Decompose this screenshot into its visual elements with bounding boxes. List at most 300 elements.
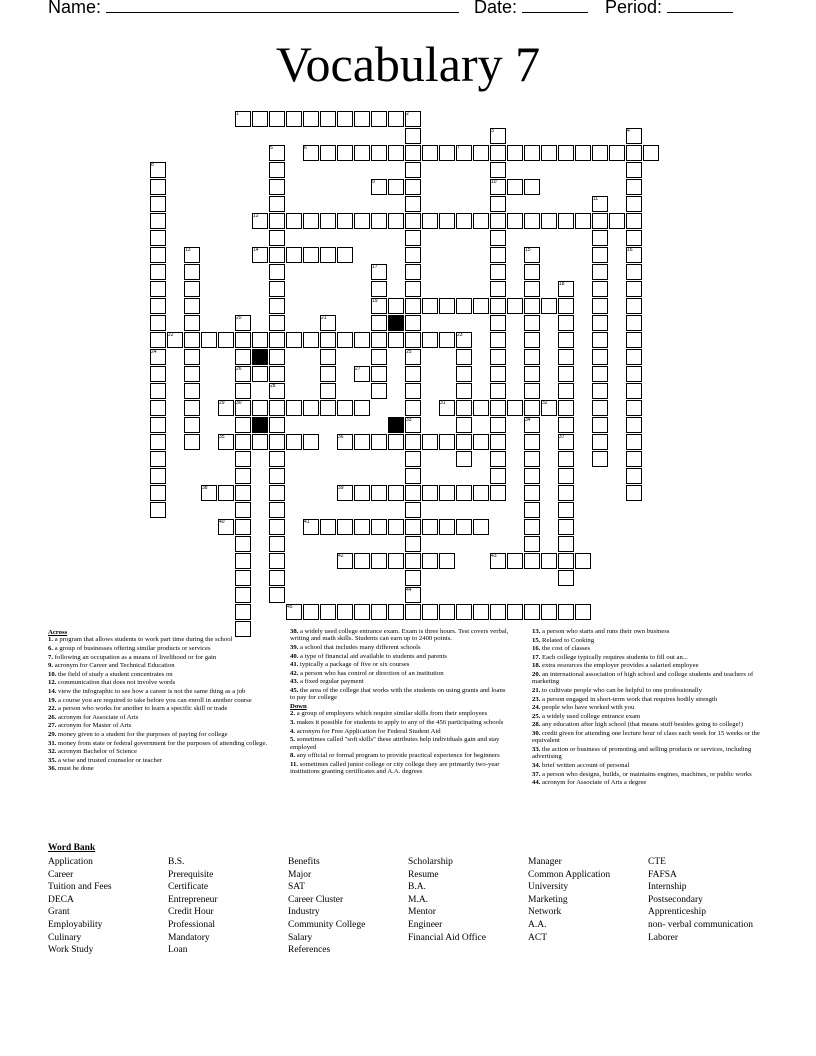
grid-cell[interactable] bbox=[456, 383, 472, 399]
grid-cell[interactable] bbox=[490, 366, 506, 382]
grid-cell[interactable] bbox=[405, 230, 421, 246]
grid-cell[interactable] bbox=[524, 451, 540, 467]
grid-cell[interactable] bbox=[269, 570, 285, 586]
grid-cell[interactable] bbox=[269, 111, 285, 127]
grid-cell[interactable] bbox=[405, 315, 421, 331]
grid-cell[interactable] bbox=[439, 519, 455, 535]
grid-cell[interactable] bbox=[184, 434, 200, 450]
grid-cell[interactable] bbox=[558, 604, 574, 620]
grid-cell[interactable] bbox=[507, 298, 523, 314]
grid-cell[interactable] bbox=[320, 383, 336, 399]
grid-cell[interactable] bbox=[541, 145, 557, 161]
grid-cell[interactable] bbox=[422, 553, 438, 569]
grid-cell[interactable] bbox=[354, 604, 370, 620]
grid-cell[interactable] bbox=[320, 145, 336, 161]
grid-cell[interactable] bbox=[269, 179, 285, 195]
grid-cell[interactable] bbox=[524, 349, 540, 365]
grid-cell[interactable] bbox=[371, 315, 387, 331]
grid-cell[interactable] bbox=[371, 434, 387, 450]
grid-cell[interactable] bbox=[388, 332, 404, 348]
grid-cell[interactable] bbox=[626, 451, 642, 467]
grid-cell[interactable] bbox=[473, 519, 489, 535]
grid-cell[interactable] bbox=[405, 366, 421, 382]
grid-cell[interactable] bbox=[371, 332, 387, 348]
grid-cell[interactable] bbox=[371, 111, 387, 127]
grid-cell[interactable] bbox=[626, 298, 642, 314]
grid-cell[interactable] bbox=[558, 315, 574, 331]
grid-cell[interactable] bbox=[405, 536, 421, 552]
grid-cell[interactable] bbox=[507, 604, 523, 620]
grid-cell[interactable] bbox=[320, 349, 336, 365]
grid-cell[interactable] bbox=[388, 111, 404, 127]
grid-cell[interactable] bbox=[184, 315, 200, 331]
grid-cell[interactable] bbox=[286, 213, 302, 229]
grid-cell[interactable] bbox=[269, 451, 285, 467]
grid-cell[interactable] bbox=[269, 468, 285, 484]
grid-cell[interactable] bbox=[507, 213, 523, 229]
grid-cell[interactable] bbox=[456, 298, 472, 314]
grid-cell[interactable] bbox=[592, 400, 608, 416]
grid-cell[interactable] bbox=[490, 332, 506, 348]
grid-cell[interactable] bbox=[269, 196, 285, 212]
grid-cell[interactable] bbox=[592, 332, 608, 348]
grid-cell[interactable] bbox=[405, 213, 421, 229]
grid-cell[interactable] bbox=[388, 298, 404, 314]
grid-cell[interactable] bbox=[490, 247, 506, 263]
grid-cell[interactable] bbox=[490, 604, 506, 620]
grid-cell[interactable] bbox=[150, 400, 166, 416]
grid-cell[interactable] bbox=[184, 298, 200, 314]
grid-cell[interactable] bbox=[524, 179, 540, 195]
grid-cell[interactable] bbox=[150, 298, 166, 314]
grid-cell[interactable] bbox=[490, 264, 506, 280]
grid-cell[interactable] bbox=[490, 281, 506, 297]
grid-cell[interactable] bbox=[592, 230, 608, 246]
grid-cell[interactable] bbox=[150, 264, 166, 280]
grid-cell[interactable] bbox=[592, 247, 608, 263]
grid-cell[interactable] bbox=[150, 281, 166, 297]
grid-cell[interactable] bbox=[473, 604, 489, 620]
grid-cell[interactable] bbox=[439, 485, 455, 501]
grid-cell[interactable] bbox=[490, 485, 506, 501]
grid-cell[interactable] bbox=[303, 400, 319, 416]
grid-cell[interactable] bbox=[303, 332, 319, 348]
grid-cell[interactable] bbox=[235, 587, 251, 603]
grid-cell[interactable] bbox=[626, 179, 642, 195]
grid-cell[interactable] bbox=[235, 485, 251, 501]
grid-cell[interactable] bbox=[371, 366, 387, 382]
grid-cell[interactable] bbox=[558, 468, 574, 484]
grid-cell[interactable] bbox=[405, 485, 421, 501]
grid-cell[interactable] bbox=[473, 145, 489, 161]
grid-cell[interactable] bbox=[439, 553, 455, 569]
grid-cell[interactable] bbox=[558, 519, 574, 535]
grid-cell[interactable] bbox=[269, 315, 285, 331]
grid-cell[interactable] bbox=[626, 315, 642, 331]
grid-cell[interactable] bbox=[150, 332, 166, 348]
grid-cell[interactable] bbox=[626, 468, 642, 484]
grid-cell[interactable] bbox=[490, 213, 506, 229]
grid-cell[interactable] bbox=[150, 247, 166, 263]
grid-cell[interactable] bbox=[184, 400, 200, 416]
grid-cell[interactable] bbox=[388, 604, 404, 620]
grid-cell[interactable] bbox=[592, 145, 608, 161]
grid-cell[interactable] bbox=[626, 485, 642, 501]
grid-cell[interactable] bbox=[235, 434, 251, 450]
grid-cell[interactable] bbox=[626, 230, 642, 246]
grid-cell[interactable] bbox=[337, 213, 353, 229]
grid-cell[interactable] bbox=[269, 281, 285, 297]
grid-cell[interactable] bbox=[269, 247, 285, 263]
grid-cell[interactable] bbox=[490, 196, 506, 212]
grid-cell[interactable] bbox=[184, 349, 200, 365]
grid-cell[interactable] bbox=[405, 298, 421, 314]
grid-cell[interactable] bbox=[558, 400, 574, 416]
grid-cell[interactable] bbox=[592, 298, 608, 314]
grid-cell[interactable] bbox=[235, 332, 251, 348]
grid-cell[interactable] bbox=[490, 417, 506, 433]
grid-cell[interactable] bbox=[473, 213, 489, 229]
grid-cell[interactable] bbox=[405, 247, 421, 263]
grid-cell[interactable] bbox=[592, 281, 608, 297]
grid-cell[interactable] bbox=[524, 604, 540, 620]
grid-cell[interactable] bbox=[575, 604, 591, 620]
grid-cell[interactable] bbox=[269, 485, 285, 501]
grid-cell[interactable] bbox=[354, 485, 370, 501]
grid-cell[interactable] bbox=[507, 145, 523, 161]
grid-cell[interactable] bbox=[524, 213, 540, 229]
grid-cell[interactable] bbox=[405, 128, 421, 144]
grid-cell[interactable] bbox=[524, 519, 540, 535]
grid-cell[interactable] bbox=[405, 281, 421, 297]
grid-cell[interactable] bbox=[371, 519, 387, 535]
grid-cell[interactable] bbox=[473, 400, 489, 416]
grid-cell[interactable] bbox=[541, 213, 557, 229]
grid-cell[interactable] bbox=[235, 451, 251, 467]
grid-cell[interactable] bbox=[405, 162, 421, 178]
grid-cell[interactable] bbox=[405, 145, 421, 161]
grid-cell[interactable] bbox=[609, 213, 625, 229]
grid-cell[interactable] bbox=[150, 485, 166, 501]
grid-cell[interactable] bbox=[201, 332, 217, 348]
grid-cell[interactable] bbox=[218, 332, 234, 348]
grid-cell[interactable] bbox=[303, 247, 319, 263]
grid-cell[interactable] bbox=[558, 349, 574, 365]
grid-cell[interactable] bbox=[235, 468, 251, 484]
grid-cell[interactable] bbox=[371, 604, 387, 620]
grid-cell[interactable] bbox=[490, 434, 506, 450]
grid-cell[interactable] bbox=[456, 451, 472, 467]
grid-cell[interactable] bbox=[184, 281, 200, 297]
grid-cell[interactable] bbox=[456, 366, 472, 382]
grid-cell[interactable] bbox=[184, 417, 200, 433]
grid-cell[interactable] bbox=[558, 485, 574, 501]
grid-cell[interactable] bbox=[150, 434, 166, 450]
grid-cell[interactable] bbox=[524, 332, 540, 348]
grid-cell[interactable] bbox=[422, 519, 438, 535]
grid-cell[interactable] bbox=[422, 434, 438, 450]
grid-cell[interactable] bbox=[252, 400, 268, 416]
grid-cell[interactable] bbox=[269, 349, 285, 365]
grid-cell[interactable] bbox=[286, 434, 302, 450]
grid-cell[interactable] bbox=[303, 604, 319, 620]
grid-cell[interactable] bbox=[388, 485, 404, 501]
grid-cell[interactable] bbox=[269, 332, 285, 348]
grid-cell[interactable] bbox=[643, 145, 659, 161]
grid-cell[interactable] bbox=[490, 468, 506, 484]
grid-cell[interactable] bbox=[524, 502, 540, 518]
grid-cell[interactable] bbox=[524, 298, 540, 314]
grid-cell[interactable] bbox=[558, 553, 574, 569]
grid-cell[interactable] bbox=[592, 451, 608, 467]
grid-cell[interactable] bbox=[405, 383, 421, 399]
grid-cell[interactable] bbox=[456, 213, 472, 229]
grid-cell[interactable] bbox=[524, 383, 540, 399]
grid-cell[interactable] bbox=[592, 264, 608, 280]
grid-cell[interactable] bbox=[320, 111, 336, 127]
grid-cell[interactable] bbox=[150, 383, 166, 399]
grid-cell[interactable] bbox=[507, 553, 523, 569]
grid-cell[interactable] bbox=[320, 366, 336, 382]
grid-cell[interactable] bbox=[235, 349, 251, 365]
grid-cell[interactable] bbox=[235, 502, 251, 518]
grid-cell[interactable] bbox=[524, 536, 540, 552]
grid-cell[interactable] bbox=[473, 434, 489, 450]
grid-cell[interactable] bbox=[626, 196, 642, 212]
grid-cell[interactable] bbox=[541, 298, 557, 314]
grid-cell[interactable] bbox=[456, 400, 472, 416]
grid-cell[interactable] bbox=[524, 315, 540, 331]
grid-cell[interactable] bbox=[371, 553, 387, 569]
grid-cell[interactable] bbox=[524, 553, 540, 569]
grid-cell[interactable] bbox=[558, 213, 574, 229]
grid-cell[interactable] bbox=[524, 434, 540, 450]
grid-cell[interactable] bbox=[269, 230, 285, 246]
grid-cell[interactable] bbox=[269, 587, 285, 603]
grid-cell[interactable] bbox=[252, 434, 268, 450]
grid-cell[interactable] bbox=[405, 553, 421, 569]
grid-cell[interactable] bbox=[286, 111, 302, 127]
grid-cell[interactable] bbox=[405, 519, 421, 535]
grid-cell[interactable] bbox=[422, 213, 438, 229]
grid-cell[interactable] bbox=[337, 111, 353, 127]
grid-cell[interactable] bbox=[235, 553, 251, 569]
grid-cell[interactable] bbox=[422, 145, 438, 161]
grid-cell[interactable] bbox=[269, 162, 285, 178]
grid-cell[interactable] bbox=[269, 536, 285, 552]
grid-cell[interactable] bbox=[439, 332, 455, 348]
grid-cell[interactable] bbox=[456, 349, 472, 365]
grid-cell[interactable] bbox=[592, 315, 608, 331]
grid-cell[interactable] bbox=[456, 485, 472, 501]
grid-cell[interactable] bbox=[439, 604, 455, 620]
grid-cell[interactable] bbox=[490, 451, 506, 467]
grid-cell[interactable] bbox=[626, 264, 642, 280]
grid-cell[interactable] bbox=[626, 332, 642, 348]
grid-cell[interactable] bbox=[473, 298, 489, 314]
grid-cell[interactable] bbox=[405, 179, 421, 195]
grid-cell[interactable] bbox=[524, 366, 540, 382]
grid-cell[interactable] bbox=[405, 570, 421, 586]
grid-cell[interactable] bbox=[558, 298, 574, 314]
grid-cell[interactable] bbox=[575, 213, 591, 229]
grid-cell[interactable] bbox=[337, 145, 353, 161]
grid-cell[interactable] bbox=[456, 519, 472, 535]
grid-cell[interactable] bbox=[405, 196, 421, 212]
grid-cell[interactable] bbox=[558, 502, 574, 518]
grid-cell[interactable] bbox=[558, 383, 574, 399]
grid-cell[interactable] bbox=[626, 417, 642, 433]
grid-cell[interactable] bbox=[405, 264, 421, 280]
grid-cell[interactable] bbox=[252, 366, 268, 382]
grid-cell[interactable] bbox=[558, 366, 574, 382]
grid-cell[interactable] bbox=[354, 519, 370, 535]
grid-cell[interactable] bbox=[439, 434, 455, 450]
grid-cell[interactable] bbox=[320, 332, 336, 348]
grid-cell[interactable] bbox=[490, 349, 506, 365]
grid-cell[interactable] bbox=[388, 145, 404, 161]
grid-cell[interactable] bbox=[150, 230, 166, 246]
grid-cell[interactable] bbox=[558, 570, 574, 586]
grid-cell[interactable] bbox=[490, 162, 506, 178]
grid-cell[interactable] bbox=[269, 553, 285, 569]
grid-cell[interactable] bbox=[286, 400, 302, 416]
grid-cell[interactable] bbox=[320, 247, 336, 263]
grid-cell[interactable] bbox=[626, 145, 642, 161]
grid-cell[interactable] bbox=[150, 315, 166, 331]
grid-cell[interactable] bbox=[456, 434, 472, 450]
grid-cell[interactable] bbox=[184, 366, 200, 382]
grid-cell[interactable] bbox=[269, 213, 285, 229]
grid-cell[interactable] bbox=[354, 111, 370, 127]
grid-cell[interactable] bbox=[490, 315, 506, 331]
grid-cell[interactable] bbox=[303, 213, 319, 229]
grid-cell[interactable] bbox=[269, 298, 285, 314]
grid-cell[interactable] bbox=[405, 434, 421, 450]
grid-cell[interactable] bbox=[150, 451, 166, 467]
grid-cell[interactable] bbox=[422, 604, 438, 620]
grid-cell[interactable] bbox=[337, 332, 353, 348]
grid-cell[interactable] bbox=[269, 519, 285, 535]
grid-cell[interactable] bbox=[354, 332, 370, 348]
grid-cell[interactable] bbox=[150, 196, 166, 212]
grid-cell[interactable] bbox=[184, 264, 200, 280]
grid-cell[interactable] bbox=[269, 502, 285, 518]
grid-cell[interactable] bbox=[592, 417, 608, 433]
grid-cell[interactable] bbox=[592, 383, 608, 399]
grid-cell[interactable] bbox=[575, 553, 591, 569]
grid-cell[interactable] bbox=[439, 145, 455, 161]
grid-cell[interactable] bbox=[592, 349, 608, 365]
grid-cell[interactable] bbox=[558, 332, 574, 348]
grid-cell[interactable] bbox=[575, 145, 591, 161]
grid-cell[interactable] bbox=[558, 451, 574, 467]
grid-cell[interactable] bbox=[354, 553, 370, 569]
grid-cell[interactable] bbox=[320, 604, 336, 620]
grid-cell[interactable] bbox=[286, 247, 302, 263]
grid-cell[interactable] bbox=[235, 519, 251, 535]
grid-cell[interactable] bbox=[490, 383, 506, 399]
grid-cell[interactable] bbox=[150, 417, 166, 433]
grid-cell[interactable] bbox=[524, 264, 540, 280]
grid-cell[interactable] bbox=[473, 485, 489, 501]
grid-cell[interactable] bbox=[524, 468, 540, 484]
grid-cell[interactable] bbox=[592, 213, 608, 229]
grid-cell[interactable] bbox=[490, 400, 506, 416]
grid-cell[interactable] bbox=[150, 179, 166, 195]
grid-cell[interactable] bbox=[252, 332, 268, 348]
grid-cell[interactable] bbox=[184, 332, 200, 348]
grid-cell[interactable] bbox=[320, 213, 336, 229]
grid-cell[interactable] bbox=[626, 400, 642, 416]
grid-cell[interactable] bbox=[626, 434, 642, 450]
grid-cell[interactable] bbox=[371, 485, 387, 501]
grid-cell[interactable] bbox=[303, 111, 319, 127]
grid-cell[interactable] bbox=[626, 366, 642, 382]
grid-cell[interactable] bbox=[405, 468, 421, 484]
grid-cell[interactable] bbox=[558, 536, 574, 552]
grid-cell[interactable] bbox=[371, 349, 387, 365]
grid-cell[interactable] bbox=[405, 332, 421, 348]
grid-cell[interactable] bbox=[354, 213, 370, 229]
grid-cell[interactable] bbox=[507, 400, 523, 416]
grid-cell[interactable] bbox=[218, 485, 234, 501]
grid-cell[interactable] bbox=[388, 179, 404, 195]
grid-cell[interactable] bbox=[269, 264, 285, 280]
grid-cell[interactable] bbox=[490, 230, 506, 246]
grid-cell[interactable] bbox=[405, 400, 421, 416]
grid-cell[interactable] bbox=[371, 213, 387, 229]
grid-cell[interactable] bbox=[592, 434, 608, 450]
grid-cell[interactable] bbox=[235, 570, 251, 586]
grid-cell[interactable] bbox=[541, 604, 557, 620]
grid-cell[interactable] bbox=[626, 162, 642, 178]
grid-cell[interactable] bbox=[371, 281, 387, 297]
grid-cell[interactable] bbox=[405, 604, 421, 620]
grid-cell[interactable] bbox=[422, 332, 438, 348]
grid-cell[interactable] bbox=[252, 111, 268, 127]
grid-cell[interactable] bbox=[439, 298, 455, 314]
grid-cell[interactable] bbox=[456, 417, 472, 433]
grid-cell[interactable] bbox=[422, 298, 438, 314]
grid-cell[interactable] bbox=[626, 213, 642, 229]
grid-cell[interactable] bbox=[150, 468, 166, 484]
grid-cell[interactable] bbox=[337, 400, 353, 416]
grid-cell[interactable] bbox=[354, 400, 370, 416]
grid-cell[interactable] bbox=[388, 434, 404, 450]
grid-cell[interactable] bbox=[439, 213, 455, 229]
grid-cell[interactable] bbox=[150, 213, 166, 229]
grid-cell[interactable] bbox=[524, 281, 540, 297]
grid-cell[interactable] bbox=[524, 145, 540, 161]
grid-cell[interactable] bbox=[235, 383, 251, 399]
grid-cell[interactable] bbox=[235, 417, 251, 433]
grid-cell[interactable] bbox=[150, 366, 166, 382]
grid-cell[interactable] bbox=[524, 485, 540, 501]
grid-cell[interactable] bbox=[541, 553, 557, 569]
grid-cell[interactable] bbox=[337, 247, 353, 263]
grid-cell[interactable] bbox=[150, 502, 166, 518]
grid-cell[interactable] bbox=[388, 553, 404, 569]
grid-cell[interactable] bbox=[354, 434, 370, 450]
grid-cell[interactable] bbox=[320, 519, 336, 535]
grid-cell[interactable] bbox=[558, 417, 574, 433]
grid-cell[interactable] bbox=[626, 383, 642, 399]
grid-cell[interactable] bbox=[269, 417, 285, 433]
grid-cell[interactable] bbox=[235, 536, 251, 552]
grid-cell[interactable] bbox=[558, 145, 574, 161]
grid-cell[interactable] bbox=[269, 434, 285, 450]
